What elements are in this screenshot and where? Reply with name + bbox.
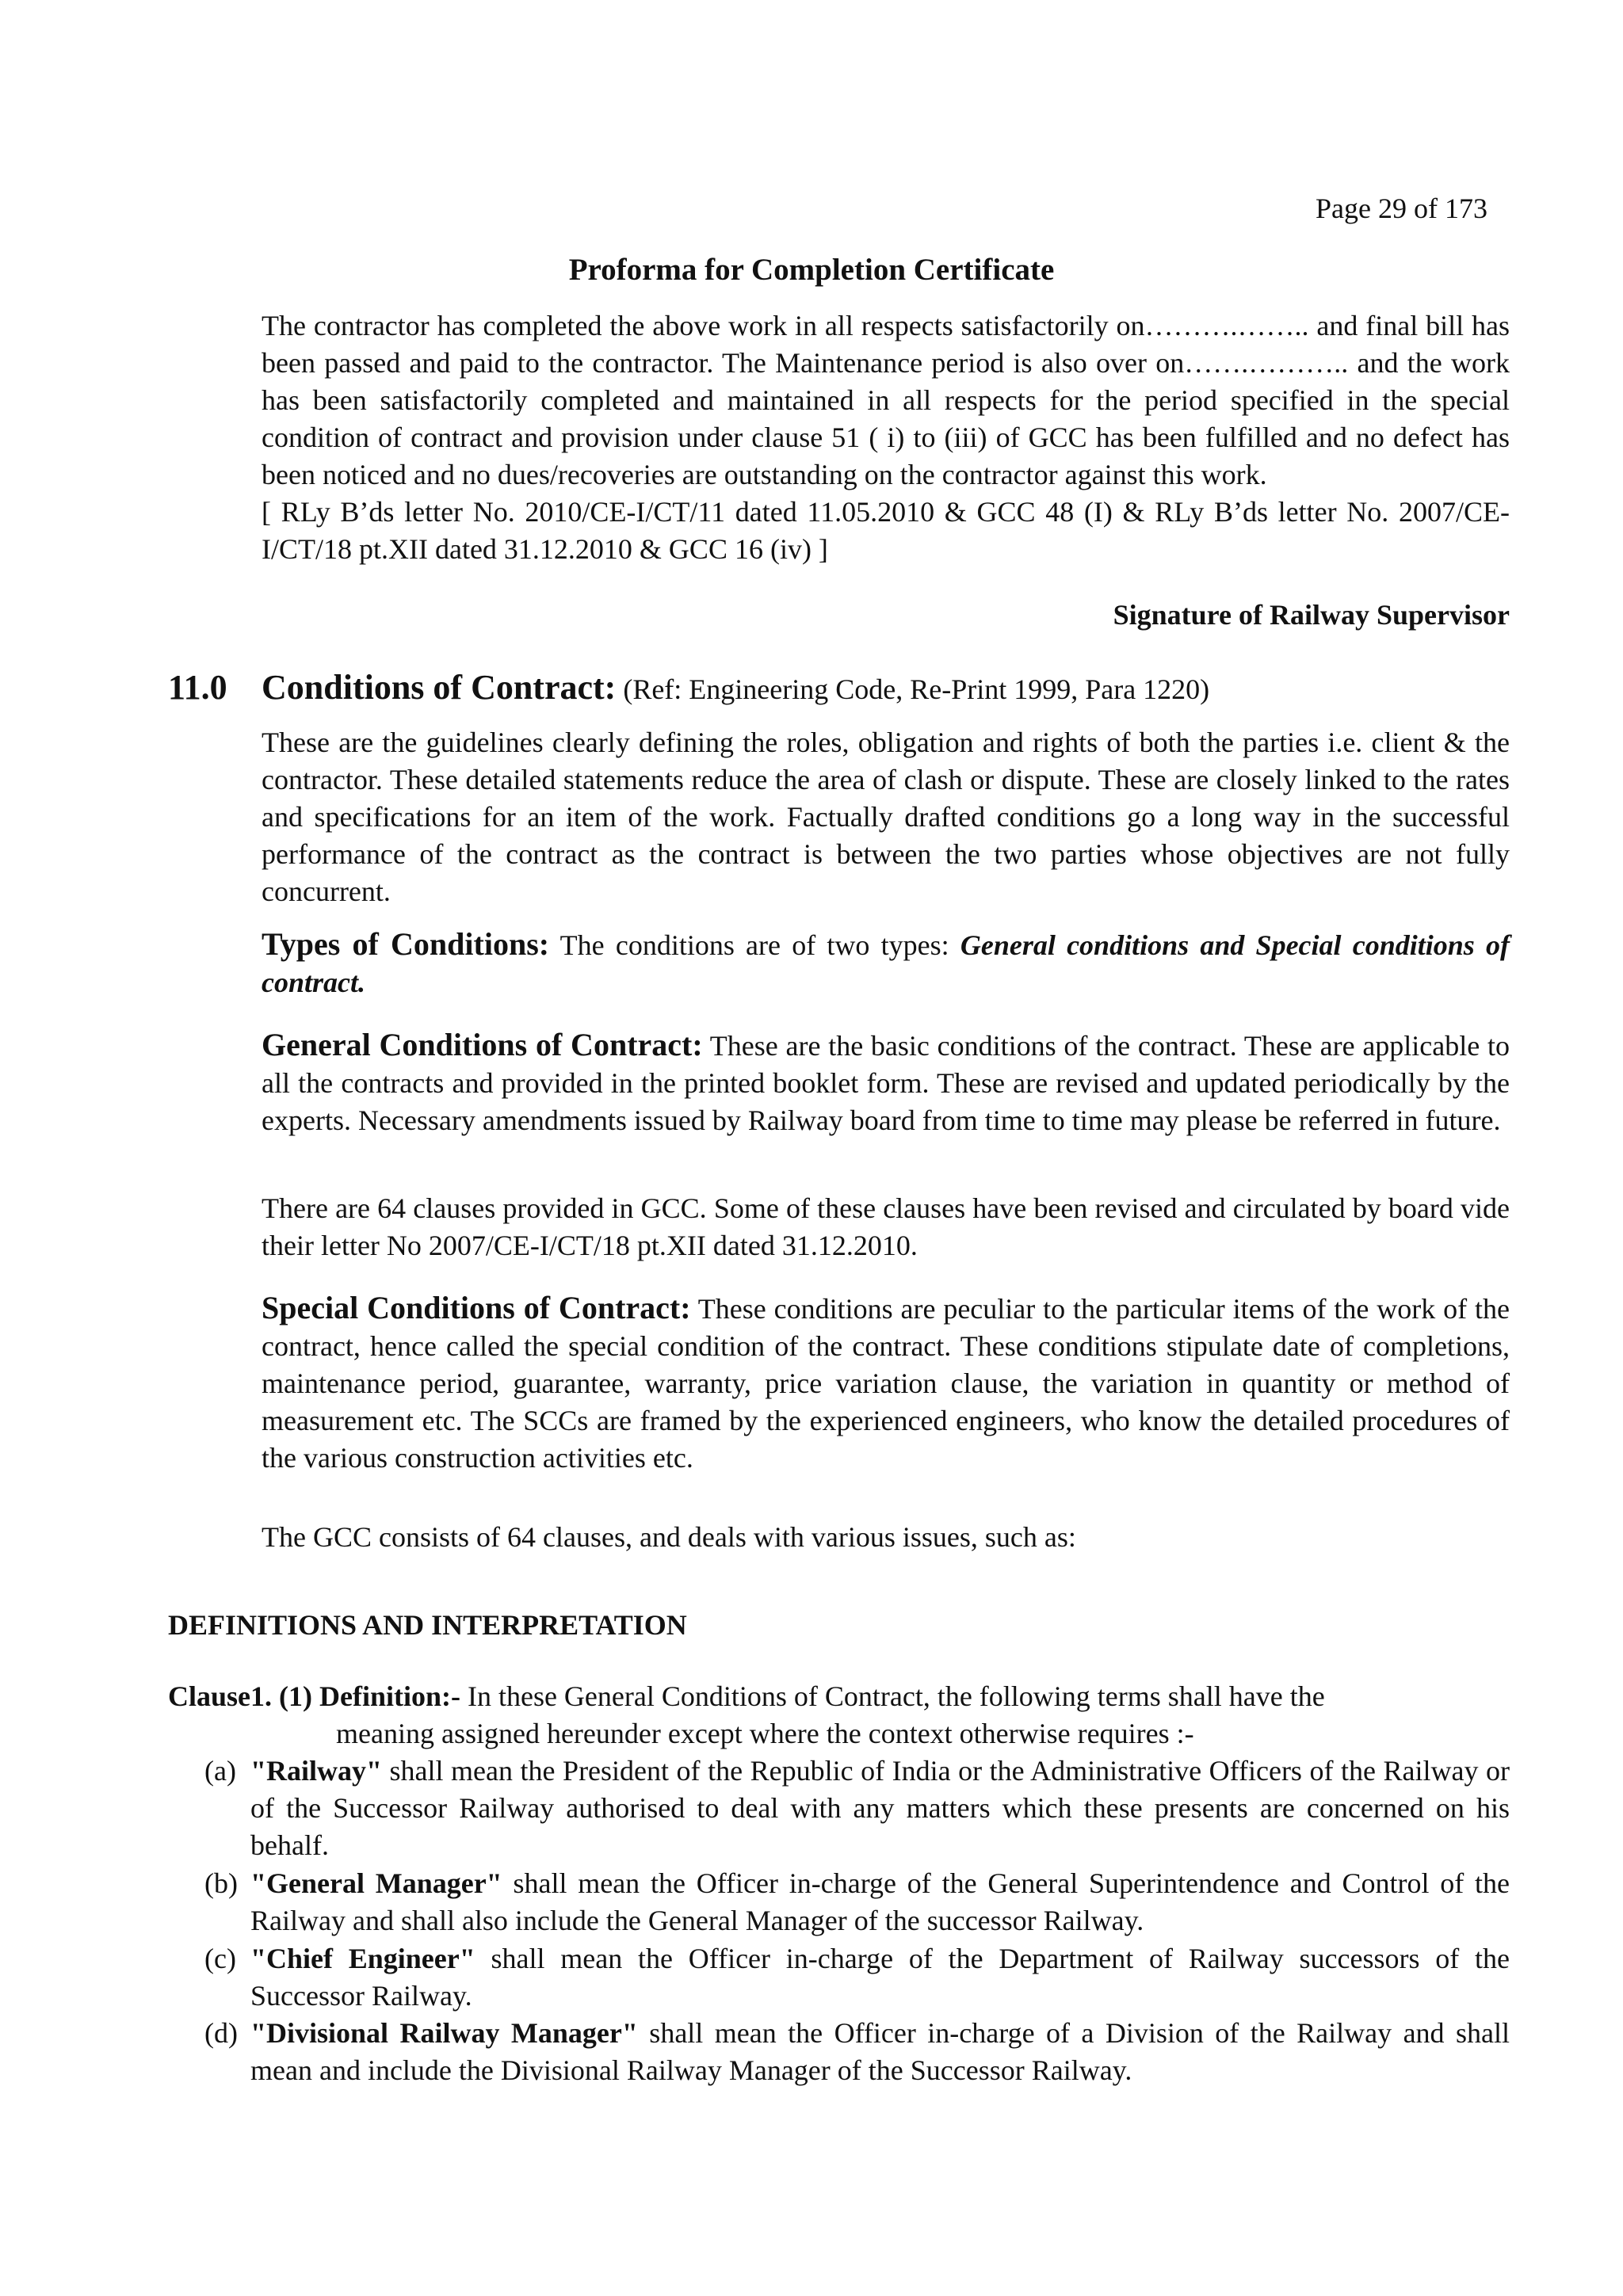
clause-continuation: meaning assigned hereunder except where the context otherwise requires :- bbox=[336, 1718, 1194, 1749]
clause-label: Clause1. (1) Definition:- bbox=[168, 1680, 460, 1712]
page-number: Page 29 of 173 bbox=[1316, 193, 1487, 224]
definition-item bbox=[204, 1753, 1510, 1864]
proforma-reference: [ RLy B’ds letter No. 2010/CE-I/CT/11 dated 11.05.2010 & GCC 48 (I) & RLy B’ds letter No. 2007/CE-I/CT/18 pt.XII dated 31.12.2010 & GCC 16 (iv) ] bbox=[262, 496, 1510, 565]
definition-item bbox=[204, 1940, 1510, 2015]
definition-term: "Railway" bbox=[250, 1755, 382, 1787]
types-lead: Types of Conditions: bbox=[262, 926, 550, 962]
definition-text: shall mean the Officer in-charge of the Department of Railway successors of the Successor Railway. bbox=[250, 1943, 1510, 2012]
definition-text: shall mean the Officer in-charge of the General Superintendence and Control of the Railway and shall also include the General Manager of the successor Railway. bbox=[250, 1867, 1510, 1936]
definition-text: shall mean the President of the Republic of India or the Administrative Officers of the Railway or of the Successor Railway authorised to deal with any matters which these presents are concerned on his behalf. bbox=[250, 1755, 1510, 1861]
definition-item bbox=[204, 2015, 1510, 2089]
definition-term: "Divisional Railway Manager" bbox=[250, 2017, 638, 2049]
definition-label: (a) bbox=[204, 1755, 236, 1787]
proforma-title: Proforma for Completion Certificate bbox=[568, 253, 1055, 287]
section-intro: These are the guidelines clearly defining the roles, obligation and rights of both the parties i.e. client & the contractor. These detailed statements reduce the area of clash or dispute. These are closely linked to the rates and specifications for an item of the work. Factually drafted conditions go a long way in the successful performance of the contract as the contract is between the two parties whose objectives are not fully concurrent. bbox=[262, 727, 1510, 907]
clauses-paragraph: There are 64 clauses provided in GCC. Some of these clauses have been revised and circulated by board vide their letter No 2007/CE-I/CT/18 pt.XII dated 31.12.2010. bbox=[262, 1192, 1510, 1261]
section-heading bbox=[168, 667, 1209, 707]
scc-text: These conditions are peculiar to the particular items of the work of the contract, hence called the special condition of the contract. These conditions stipulate date of completions, maintenance period, guarantee, warranty, price variation clause, the variation in quantity or method of measurement etc. The SCCs are framed by the experienced engineers, who know the detailed procedures of the various construction activities etc. bbox=[262, 1293, 1510, 1474]
definition-label: (b) bbox=[204, 1867, 238, 1899]
proforma-body-text: The contractor has completed the above work in all respects satisfactorily on……….…….. and final bill has been passed and paid to the contractor. The Maintenance period is also over on…….……….. and the work has been satisfactorily completed and maintained in all respects for the period specified in the special condition of contract and provision under clause 51 ( i) to (iii) of GCC has been fulfilled and no defect has been noticed and no dues/recoveries are outstanding on the contractor against this work. bbox=[262, 310, 1510, 490]
proforma-body bbox=[262, 307, 1510, 568]
clause-line bbox=[168, 1678, 1325, 1715]
definitions-heading: DEFINITIONS AND INTERPRETATION bbox=[168, 1609, 687, 1641]
gcc-paragraph bbox=[262, 1026, 1510, 1139]
definition-label: (c) bbox=[204, 1943, 236, 1974]
types-paragraph bbox=[262, 925, 1510, 1001]
section-ref: (Ref: Engineering Code, Re-Print 1999, Para 1220) bbox=[616, 673, 1210, 705]
section-number: 11.0 bbox=[168, 668, 227, 707]
definition-term: "Chief Engineer" bbox=[250, 1943, 475, 1974]
definition-label: (d) bbox=[204, 2017, 238, 2049]
scc-paragraph bbox=[262, 1289, 1510, 1477]
types-emphasis: General conditions and Special conditions of contract. bbox=[262, 929, 1510, 998]
section-title: Conditions of Contract: bbox=[262, 668, 617, 707]
types-text: The conditions are of two types: bbox=[549, 929, 960, 961]
clause-text: In these General Conditions of Contract, the following terms shall have the bbox=[460, 1680, 1325, 1712]
gcc-text: These are the basic conditions of the contract. These are applicable to all the contracts and provided in the printed booklet form. These are revised and updated periodically by the experts. Necessary amendments issued by Railway board from time to time may please be referred in future. bbox=[262, 1030, 1510, 1136]
definition-text: shall mean the Officer in-charge of a Division of the Railway and shall mean and include the Divisional Railway Manager of the Successor Railway. bbox=[250, 2017, 1510, 2086]
signature-label: Signature of Railway Supervisor bbox=[1113, 599, 1510, 631]
scc-lead: Special Conditions of Contract: bbox=[262, 1290, 691, 1325]
definition-term: "General Manager" bbox=[250, 1867, 502, 1899]
definition-item bbox=[204, 1865, 1510, 1939]
gcc-consists: The GCC consists of 64 clauses, and deals with various issues, such as: bbox=[262, 1521, 1076, 1553]
gcc-lead: General Conditions of Contract: bbox=[262, 1027, 703, 1062]
